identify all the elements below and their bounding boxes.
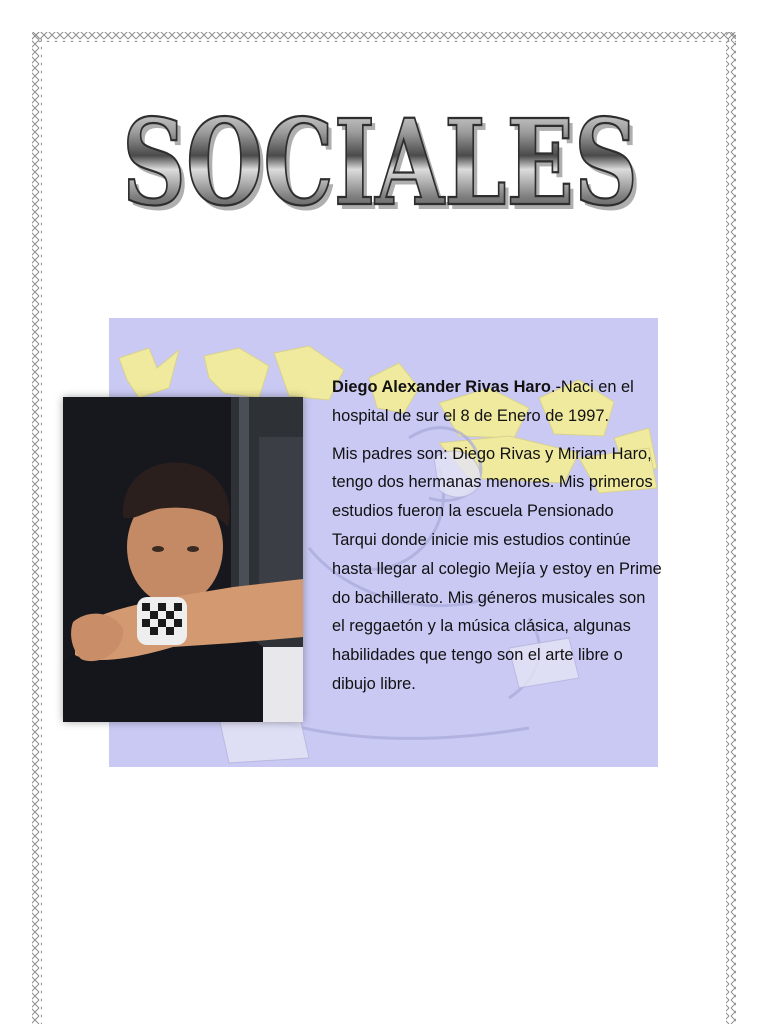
page-title: SOCIALES: [122, 93, 638, 226]
svg-text:SOCIALES: SOCIALES: [126, 98, 642, 226]
bio-text: [332, 373, 662, 708]
student-name: Diego Alexander Rivas Haro: [332, 378, 551, 396]
birth-info: .-Naci en el hospital de sur el 8 de Enero de 1997.: [332, 378, 634, 425]
bio-paragraph: Mis padres son: Diego Rivas y Miriam Haro, tengo dos hermanas menores. Mis primeros estudios fueron la escuela Pensionado Tarqui donde inicie mis estudios continúe hasta llegar al colegio Mejía y estoy en Prime do bachillerato. Mis géneros musicales son el reggaetón y la música clásica, algunas habilidades que tengo son el arte libre o dibujo libre.: [332, 444, 662, 693]
portrait-photo: [63, 397, 303, 722]
bio-intro: [332, 373, 662, 431]
title-wordart: [100, 76, 660, 226]
